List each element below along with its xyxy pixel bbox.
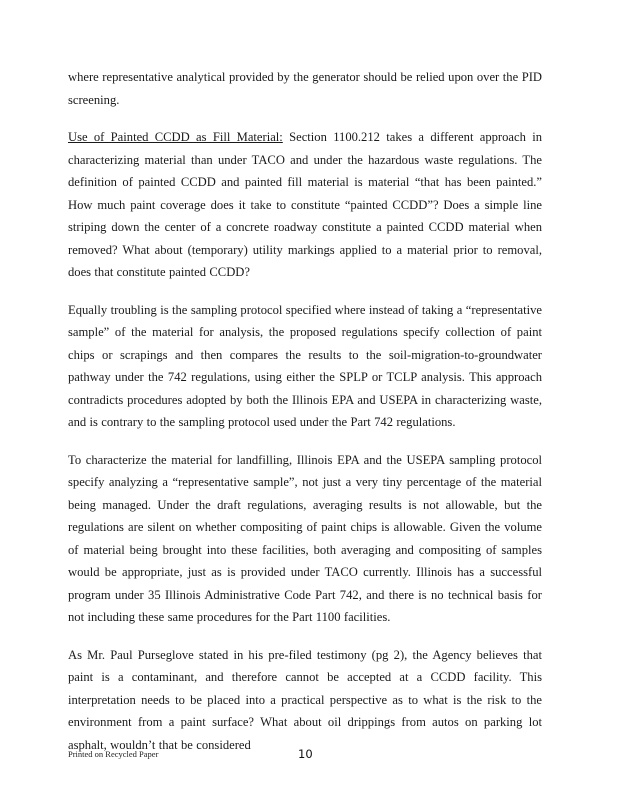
document-body — [68, 66, 542, 756]
recycled-paper-note: Printed on Recycled Paper — [68, 749, 159, 759]
paragraph-text: To characterize the material for landfilling, Illinois EPA and the USEPA sampling protocol specify analyzing a “representative sample”, not just a very tiny percentage of the material being managed. Under the draft regulations, averaging results is not allowable, but the regulations are silent on whether compositing of paint chips is allowable. Given the volume of material being brought into these facilities, both averaging and compositing of samples would be appropriate, just as is provided under TACO currently. Illinois has a successful program under 35 Illinois Administrative Code Part 742, and there is no technical basis for not including these same procedures for the Part 1100 facilities. — [68, 452, 542, 624]
paragraph-text: Section 1100.212 takes a different approach in characterizing material than under TACO and under the hazardous waste regulations. The definition of painted CCDD and painted fill material is material “that has been painted.” How much paint coverage does it take to constitute “painted CCDD”? Does a simple line striping down the center of a concrete roadway constitute a painted CCDD material when removed? What about (temporary) utility markings applied to a material prior to removal, does that constitute painted CCDD? — [68, 130, 542, 279]
paragraph-text: Equally troubling is the sampling protocol specified where instead of taking a “representative sample” of the material for analysis, the proposed regulations specify collection of paint chips or scrapings and then compares the results to the soil-migration-to-groundwater pathway under the 742 regulations, using either the SPLP or TCLP analysis. This approach contradicts procedures adopted by both the Illinois EPA and USEPA in characterizing waste, and is contrary to the sampling protocol used under the Part 742 regulations. — [68, 302, 542, 429]
paragraph-sampling-protocol — [68, 299, 542, 434]
paragraph-text: As Mr. Paul Purseglove stated in his pre-filed testimony (pg 2), the Agency believes that paint is a contaminant, and therefore cannot be accepted at a CCDD facility. This interpretation needs to be placed into a practical perspective as to what is the risk to the environment from a paint surface? What about oil drippings from autos on parking lot asphalt, wouldn’t that be considered — [68, 647, 542, 752]
paragraph-painted-ccdd — [68, 126, 542, 284]
paragraph-purseglove-testimony — [68, 644, 542, 757]
page-footer — [68, 749, 542, 763]
paragraph-landfilling — [68, 449, 542, 629]
section-heading-painted-ccdd: Use of Painted CCDD as Fill Material: — [68, 130, 283, 144]
page-number: 10 — [298, 747, 313, 761]
paragraph-pid-screening — [68, 66, 542, 111]
paragraph-text: where representative analytical provided by the generator should be relied upon over the PID screening. — [68, 70, 542, 107]
